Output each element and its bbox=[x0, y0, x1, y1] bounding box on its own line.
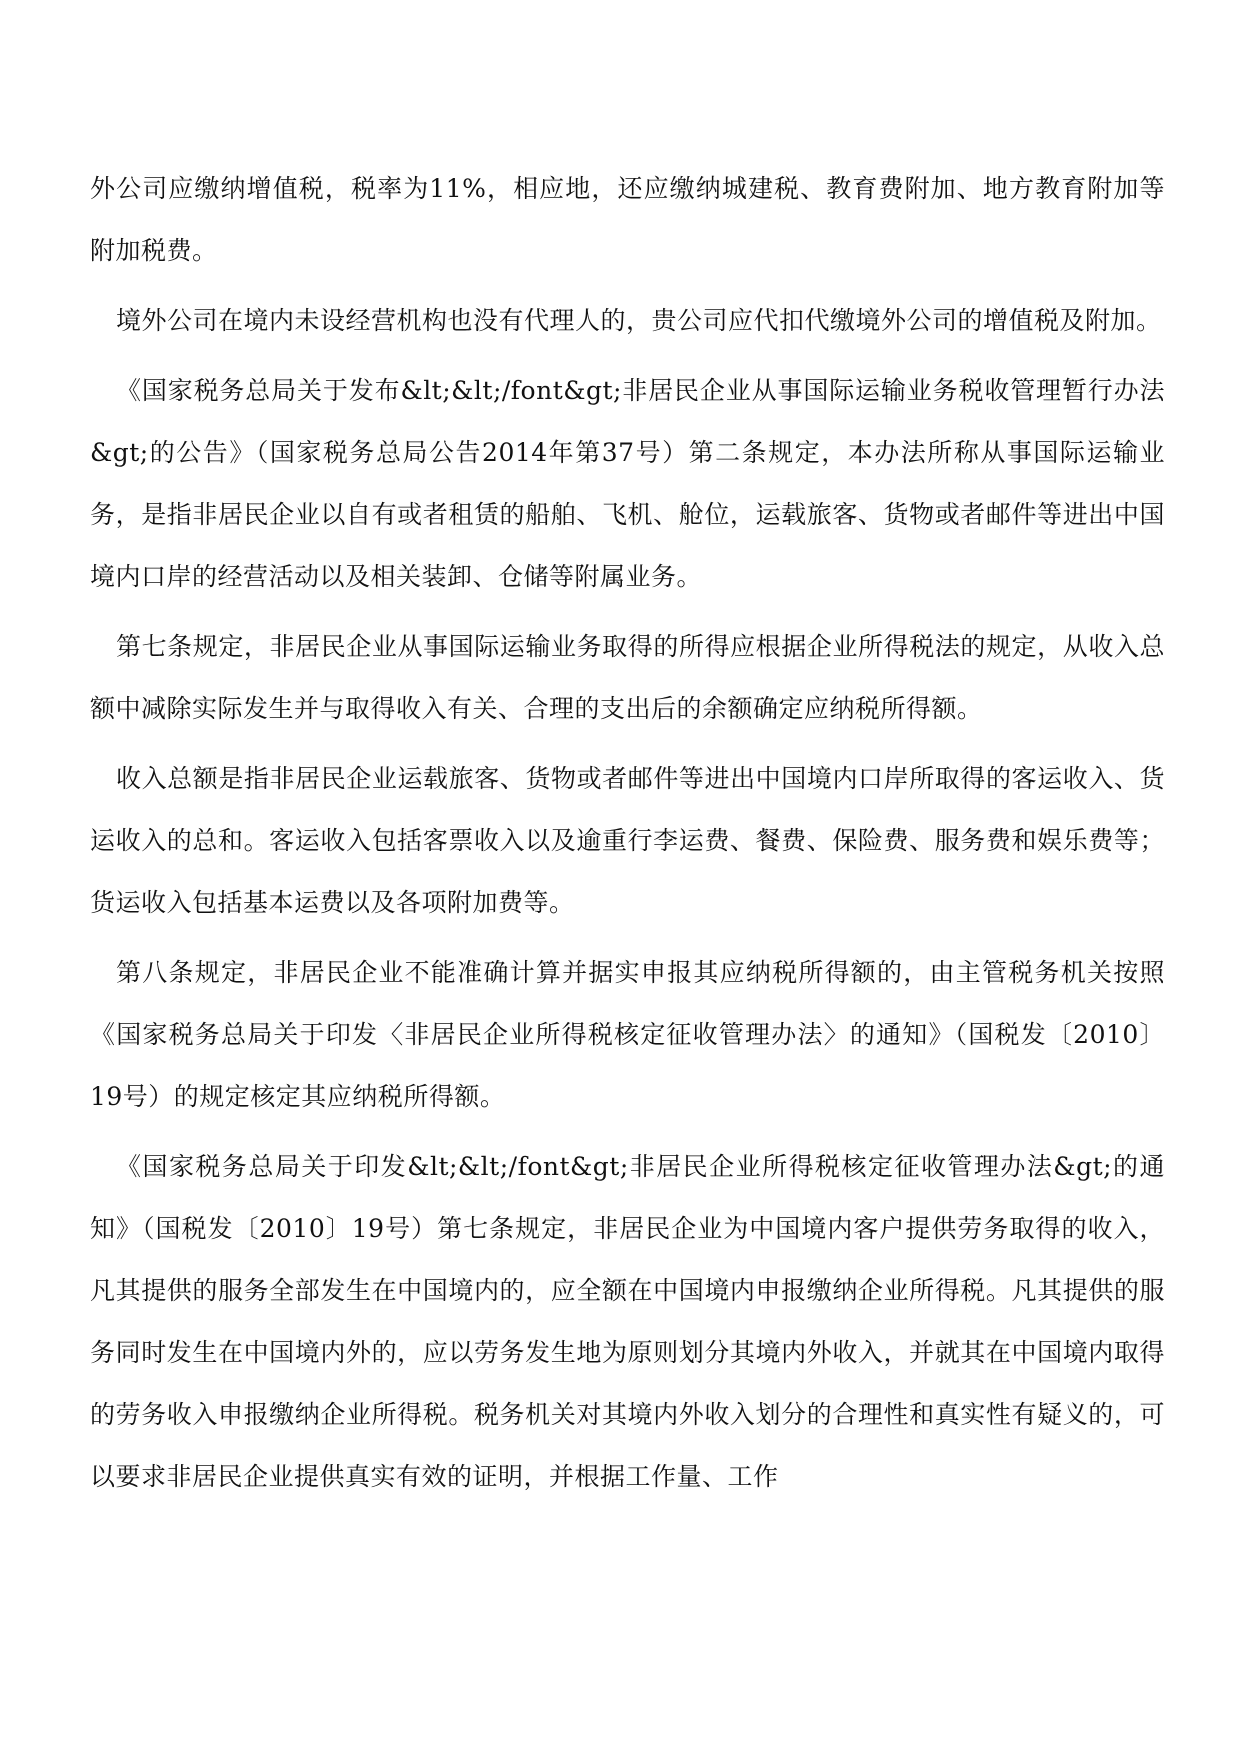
paragraph-guoshuifa-2010-19: 《国家税务总局关于印发&lt;&lt;/font&gt;非居民企业所得税核定征收管理办法&gt;的通知》（国税发〔2010〕19号）第七条规定，非居民企业为中国境内客户提供劳务取得的收入，凡其提供的服务全部发生在中国境内的，应全额在中国境内申报缴纳企业所得税。凡其提供的服务同时发生在中国境内外的，应以劳务发生地为原则划分其境内外收入，并就其在中国境内取得的劳务收入申报缴纳企业所得税。税务机关对其境内外收入划分的合理性和真实性有疑义的，可以要求非居民企业提供真实有效的证明，并根据工作量、工作 bbox=[90, 1152, 1165, 1491]
document-body bbox=[90, 158, 1165, 1516]
paragraph-announcement-2014-37: 《国家税务总局关于发布&lt;&lt;/font&gt;非居民企业从事国际运输业务税收管理暂行办法&gt;的公告》（国家税务总局公告2014年第37号）第二条规定，本办法所称从事国际运输业务，是指非居民企业以自有或者租赁的船舶、飞机、舱位，运载旅客、货物或者邮件等进出中国境内口岸的经营活动以及相关装卸、仓储等附属业务。 bbox=[90, 376, 1165, 591]
paragraph-total-income: 收入总额是指非居民企业运载旅客、货物或者邮件等进出中国境内口岸所取得的客运收入、货运收入的总和。客运收入包括客票收入以及逾重行李运费、餐费、保险费、服务费和娱乐费等；货运收入包括基本运费以及各项附加费等。 bbox=[90, 764, 1165, 917]
paragraph-continuation: 外公司应缴纳增值税，税率为11%，相应地，还应缴纳城建税、教育费附加、地方教育附加等附加税费。 bbox=[90, 174, 1165, 265]
paragraph-article-8: 第八条规定，非居民企业不能准确计算并据实申报其应纳税所得额的，由主管税务机关按照《国家税务总局关于印发〈非居民企业所得税核定征收管理办法〉的通知》（国税发〔2010〕19号）的规定核定其应纳税所得额。 bbox=[90, 958, 1165, 1111]
paragraph-withholding: 境外公司在境内未设经营机构也没有代理人的，贵公司应代扣代缴境外公司的增值税及附加。 bbox=[116, 306, 1162, 335]
paragraph-article-7: 第七条规定，非居民企业从事国际运输业务取得的所得应根据企业所得税法的规定，从收入总额中减除实际发生并与取得收入有关、合理的支出后的余额确定应纳税所得额。 bbox=[90, 632, 1165, 723]
